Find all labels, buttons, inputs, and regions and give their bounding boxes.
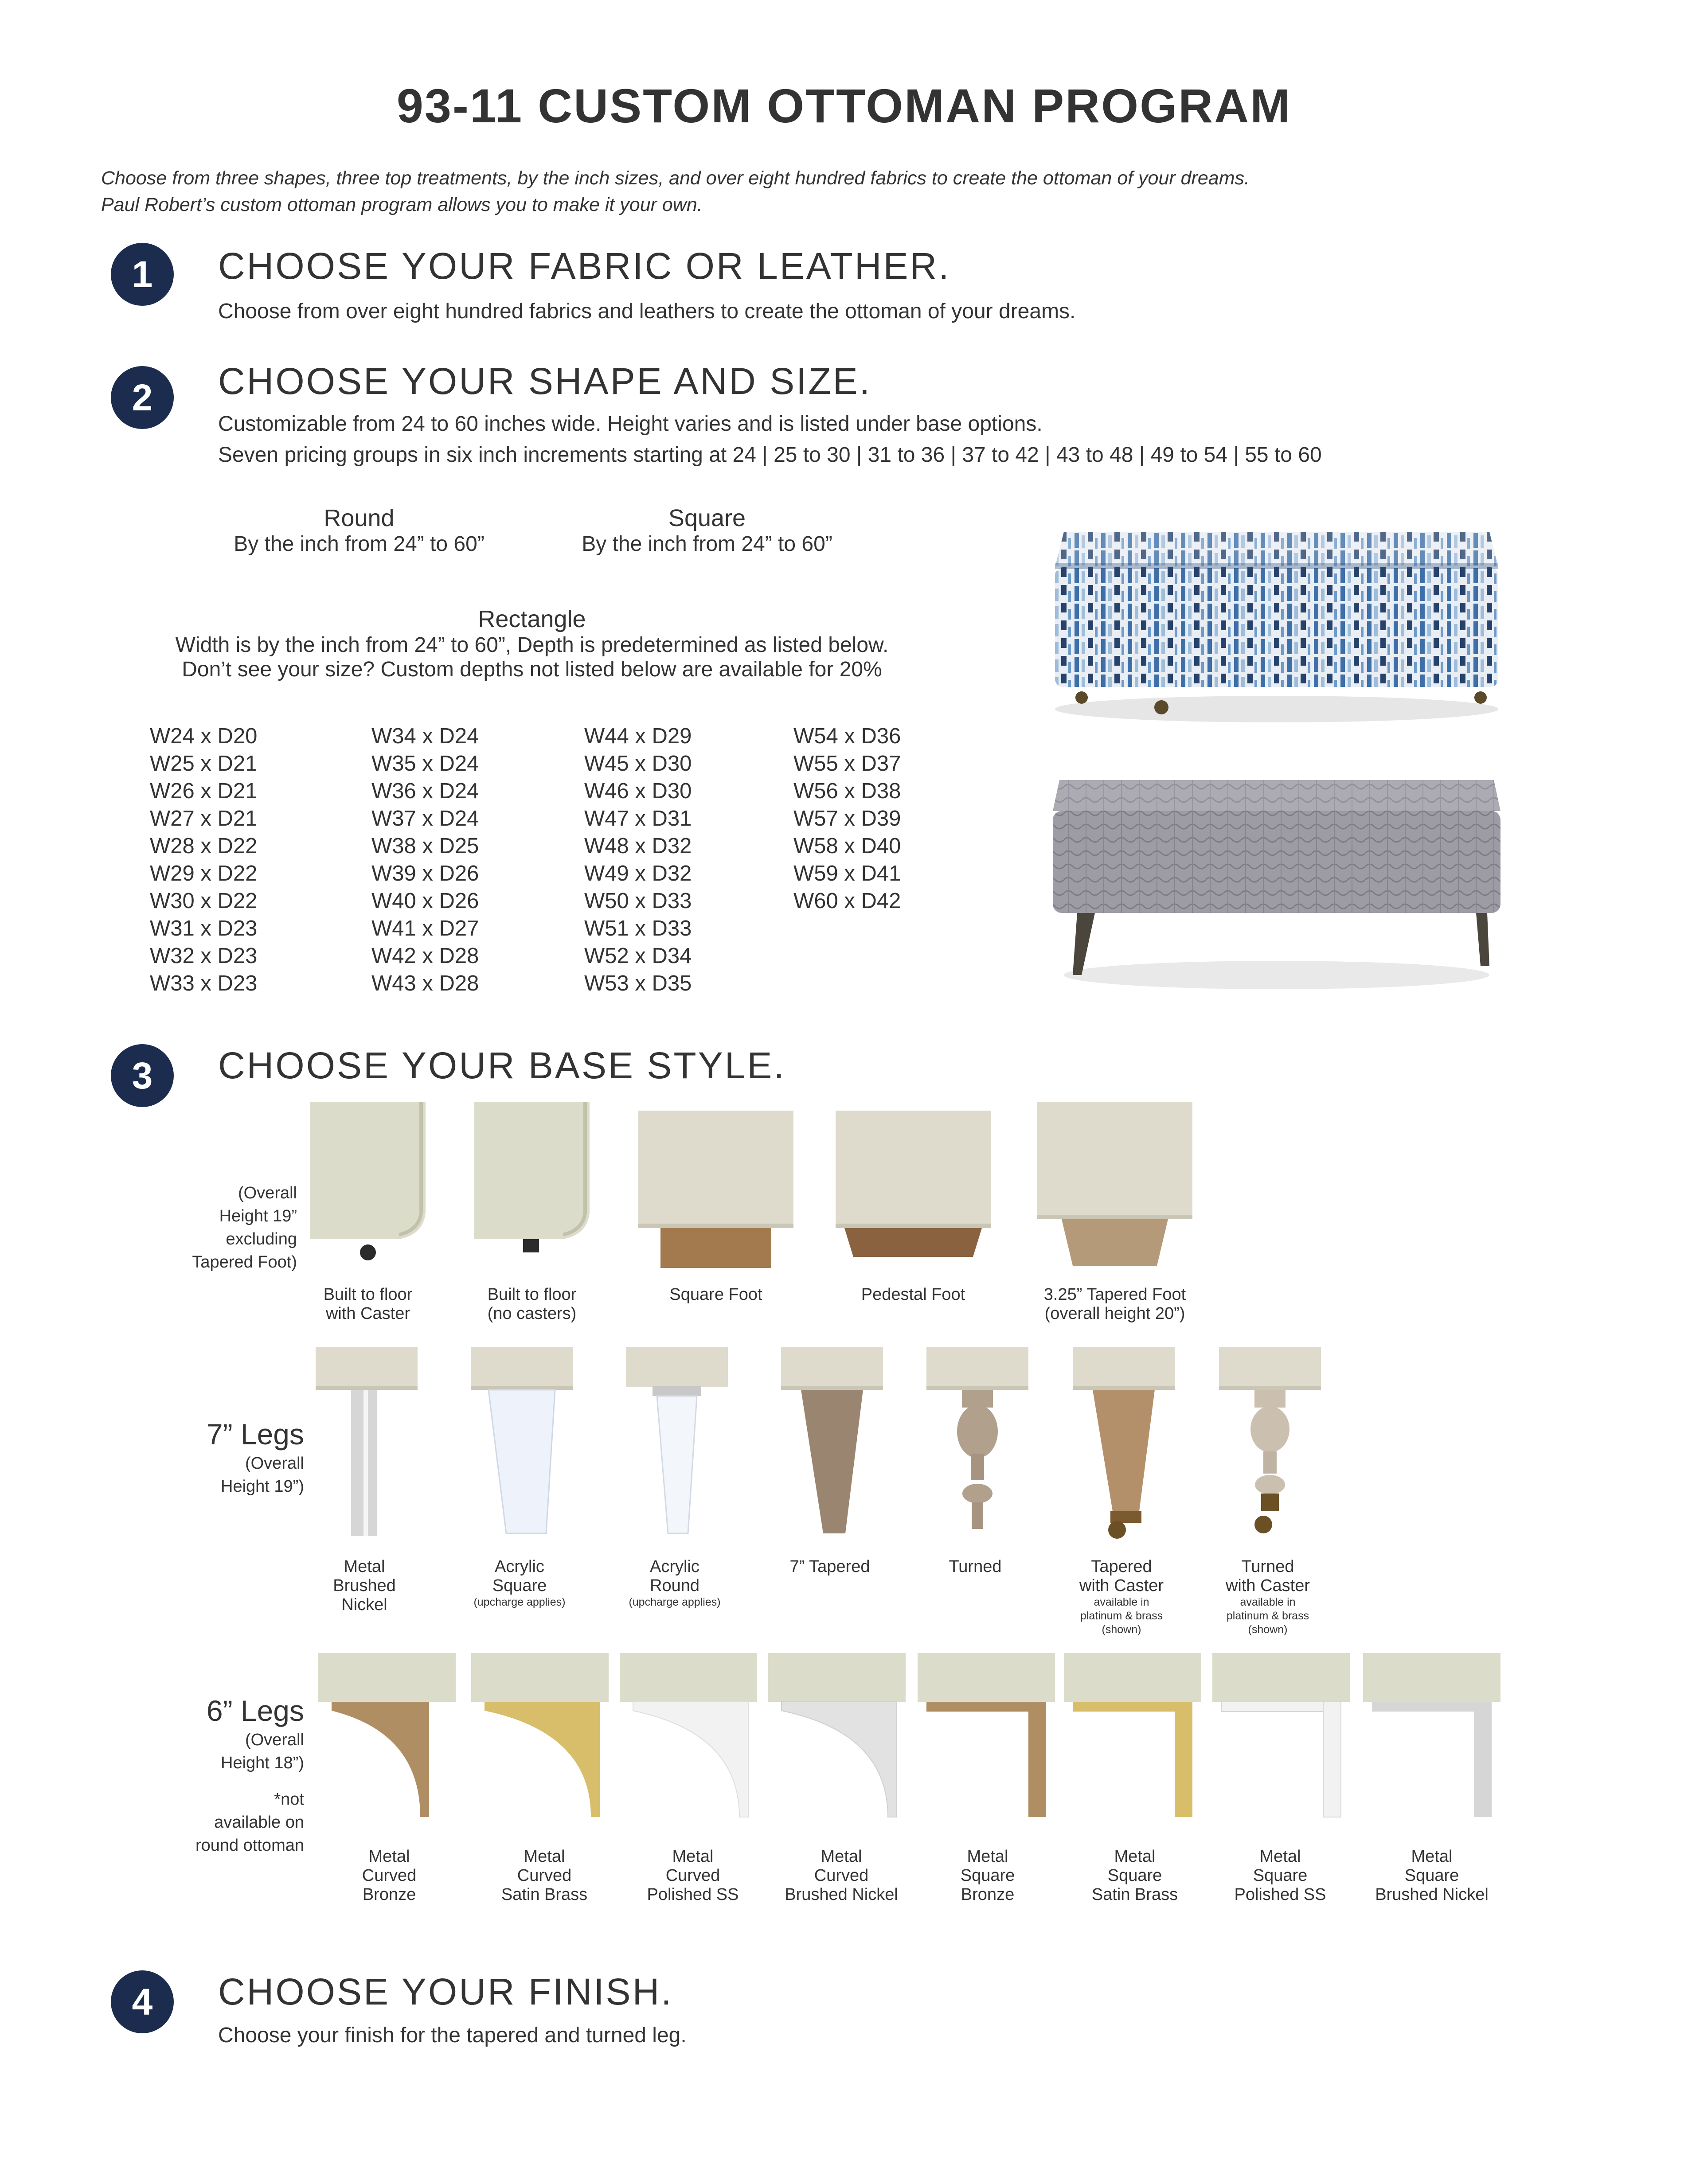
caption-line: Bronze — [961, 1885, 1015, 1904]
size-item: W26 x D21 — [150, 779, 258, 803]
row-3-label-line: (Overall — [245, 1731, 304, 1749]
size-item: W51 x D33 — [584, 916, 692, 940]
shape-square-sub: By the inch from 24” to 60” — [582, 532, 832, 556]
step-3-heading: CHOOSE YOUR BASE STYLE. — [218, 1045, 786, 1086]
intro-text — [101, 165, 1564, 218]
size-item: W40 x D26 — [371, 889, 479, 913]
caption-line: Brushed Nickel — [785, 1885, 898, 1904]
caption-line: Curved — [814, 1866, 869, 1885]
size-item: W55 x D37 — [793, 752, 901, 776]
caption-line: Brushed Nickel — [1375, 1885, 1489, 1904]
caption-line: Built to floor — [323, 1285, 413, 1304]
size-item: W60 x D42 — [793, 889, 901, 913]
caption-built-to-floor-no-caster — [452, 1285, 612, 1323]
caption-line: Pedestal Foot — [861, 1285, 965, 1304]
step-4-heading: CHOOSE YOUR FINISH. — [218, 1971, 673, 2012]
shape-round-title: Round — [324, 505, 395, 531]
caption-note: platinum & brass — [1080, 1610, 1163, 1622]
leg-square-polished-ss — [1212, 1653, 1350, 1821]
size-item: W30 x D22 — [150, 889, 258, 913]
row-3-label-title: 6” Legs — [206, 1694, 304, 1727]
caption-line: Metal — [1259, 1847, 1301, 1866]
leg-acrylic-square — [471, 1347, 573, 1542]
caption-acrylic-square — [449, 1557, 590, 1609]
row-3-label-note: *not — [274, 1790, 304, 1809]
shape-rectangle-sub-1: Width is by the inch from 24” to 60”, Depth is predetermined as listed below. — [175, 633, 889, 657]
caption-line: Metal — [1411, 1847, 1453, 1866]
base-built-to-floor-caster — [310, 1102, 426, 1261]
leg-curved-polished-ss — [620, 1653, 757, 1821]
step-4-text: Choose your finish for the tapered and turned leg. — [218, 2024, 687, 2047]
row-1-label — [151, 1182, 297, 1274]
caption-tapered-caster — [1051, 1557, 1192, 1637]
caption-line: Metal — [1114, 1847, 1156, 1866]
leg-turned-caster — [1219, 1347, 1321, 1542]
caption-line: Square — [492, 1576, 547, 1595]
caption-line: (overall height 20”) — [1044, 1304, 1185, 1323]
size-item: W45 x D30 — [584, 752, 692, 776]
size-item: W53 x D35 — [584, 971, 692, 995]
caption-line: Round — [650, 1576, 699, 1595]
caption-7-tapered — [759, 1557, 901, 1576]
row-3-label-note: available on — [214, 1813, 304, 1832]
leg-turned — [926, 1347, 1028, 1542]
caption-line: Satin Brass — [1091, 1885, 1178, 1904]
size-item: W48 x D32 — [584, 834, 692, 858]
size-item: W28 x D22 — [150, 834, 258, 858]
caption-metal-brushed-nickel — [293, 1557, 435, 1615]
caption-line: Square — [1107, 1866, 1162, 1885]
square-ottoman-image — [1046, 514, 1507, 727]
size-item: W46 x D30 — [584, 779, 692, 803]
base-square-foot — [638, 1111, 793, 1270]
leg-acrylic-round — [626, 1347, 728, 1542]
step-2-badge: 2 — [111, 366, 174, 429]
caption-turned-caster — [1197, 1557, 1339, 1637]
caption-line: Metal — [672, 1847, 714, 1866]
caption-line: Brushed — [333, 1576, 396, 1595]
caption-built-to-floor-caster — [288, 1285, 448, 1323]
caption-note: (upcharge applies) — [473, 1596, 566, 1608]
size-item: W32 x D23 — [150, 944, 258, 968]
caption-line: Polished SS — [647, 1885, 739, 1904]
size-item: W33 x D23 — [150, 971, 258, 995]
caption-acrylic-round — [604, 1557, 746, 1609]
base-pedestal-foot — [836, 1111, 991, 1270]
row-2-label-line: (Overall — [245, 1454, 304, 1473]
size-item: W44 x D29 — [584, 724, 692, 748]
caption-note: (upcharge applies) — [629, 1596, 721, 1608]
size-column-3 — [584, 722, 692, 997]
caption-line: Turned — [1241, 1557, 1294, 1576]
caption-line: Curved — [362, 1866, 417, 1885]
caption-line: Satin Brass — [501, 1885, 588, 1904]
leg-square-satin-brass — [1064, 1653, 1201, 1821]
caption-line: Metal — [967, 1847, 1008, 1866]
row-1-label-line: (Overall — [238, 1184, 297, 1202]
caption-line: Bronze — [362, 1885, 416, 1904]
size-item: W31 x D23 — [150, 916, 258, 940]
size-item: W36 x D24 — [371, 779, 479, 803]
leg-7-tapered — [781, 1347, 883, 1542]
size-item: W52 x D34 — [584, 944, 692, 968]
row-3-label-line: Height 18”) — [221, 1754, 304, 1772]
size-item: W38 x D25 — [371, 834, 479, 858]
row-1-label-line: excluding — [226, 1230, 297, 1248]
shape-square — [552, 504, 862, 556]
size-item: W59 x D41 — [793, 862, 901, 885]
caption-line: Square — [1404, 1866, 1459, 1885]
step-1-text: Choose from over eight hundred fabrics and leathers to create the ottoman of your dreams. — [218, 300, 1076, 323]
caption-square-brushed-nickel — [1352, 1847, 1512, 1904]
caption-line: 3.25” Tapered Foot — [1043, 1285, 1186, 1304]
shape-rectangle — [133, 605, 931, 682]
caption-line: with Caster — [325, 1304, 410, 1323]
size-item: W37 x D24 — [371, 807, 479, 831]
rectangle-ottoman-image — [1046, 767, 1507, 997]
size-column-2 — [371, 722, 479, 997]
caption-square-bronze — [917, 1847, 1059, 1904]
size-item: W34 x D24 — [371, 724, 479, 748]
caption-curved-polished-ss — [622, 1847, 764, 1904]
size-item: W29 x D22 — [150, 862, 258, 885]
caption-turned — [904, 1557, 1046, 1576]
size-item: W50 x D33 — [584, 889, 692, 913]
caption-line: Nickel — [341, 1595, 387, 1614]
shape-square-title: Square — [668, 505, 746, 531]
size-column-1 — [150, 722, 257, 997]
row-3-label — [151, 1693, 304, 1857]
size-item: W39 x D26 — [371, 862, 479, 885]
caption-note: platinum & brass — [1226, 1610, 1309, 1622]
caption-line: Metal — [524, 1847, 565, 1866]
intro-line-2: Paul Robert’s custom ottoman program allows you to make it your own. — [101, 194, 703, 215]
row-2-label — [151, 1416, 304, 1498]
size-item: W49 x D32 — [584, 862, 692, 885]
caption-line: Built to floor — [487, 1285, 577, 1304]
caption-square-foot — [636, 1285, 796, 1304]
caption-note: available in — [1094, 1596, 1149, 1608]
caption-curved-bronze — [318, 1847, 460, 1904]
step-3-badge: 3 — [111, 1044, 174, 1107]
caption-line: Square — [1253, 1866, 1308, 1885]
leg-square-bronze — [918, 1653, 1055, 1821]
size-item: W35 x D24 — [371, 752, 479, 776]
leg-curved-satin-brass — [471, 1653, 609, 1821]
shape-rectangle-sub-2: Don’t see your size? Custom depths not listed below are available for 20% — [182, 658, 882, 681]
row-1-label-line: Height 19” — [219, 1207, 297, 1225]
step-2-text-2: Seven pricing groups in six inch increments starting at 24 | 25 to 30 | 31 to 36 | 37 to 42 | 43 to 48 | 49 to 54 | 55 to 60 — [218, 443, 1322, 467]
size-item: W42 x D28 — [371, 944, 479, 968]
row-1-label-line: Tapered Foot) — [192, 1253, 297, 1271]
size-item: W27 x D21 — [150, 807, 258, 831]
shape-round-sub: By the inch from 24” to 60” — [234, 532, 485, 556]
caption-tapered-foot — [1022, 1285, 1208, 1323]
size-item: W58 x D40 — [793, 834, 901, 858]
caption-note: available in — [1240, 1596, 1296, 1608]
step-1-heading: CHOOSE YOUR FABRIC OR LEATHER. — [218, 245, 951, 287]
size-item: W41 x D27 — [371, 916, 479, 940]
intro-line-1: Choose from three shapes, three top treatments, by the inch sizes, and over eight hundred fabrics to create the ottoman of your dreams. — [101, 168, 1250, 189]
caption-line: Metal — [344, 1557, 385, 1576]
size-item: W57 x D39 — [793, 807, 901, 831]
size-column-4 — [793, 722, 901, 915]
size-item: W47 x D31 — [584, 807, 692, 831]
caption-line: Curved — [665, 1866, 720, 1885]
step-2-text-1: Customizable from 24 to 60 inches wide. Height varies and is listed under base options. — [218, 412, 1043, 436]
caption-line: Curved — [517, 1866, 572, 1885]
row-3-label-note: round ottoman — [195, 1836, 304, 1855]
page-title: 93-11 CUSTOM OTTOMAN PROGRAM — [396, 79, 1292, 133]
caption-line: Metal — [368, 1847, 410, 1866]
leg-metal-brushed-nickel — [316, 1347, 418, 1542]
row-2-label-line: Height 19”) — [221, 1477, 304, 1496]
caption-line: Polished SS — [1234, 1885, 1326, 1904]
leg-curved-bronze — [318, 1653, 456, 1821]
caption-square-satin-brass — [1064, 1847, 1206, 1904]
caption-line: with Caster — [1079, 1576, 1164, 1595]
caption-curved-satin-brass — [473, 1847, 615, 1904]
row-2-label-title: 7” Legs — [206, 1418, 304, 1451]
leg-tapered-caster — [1073, 1347, 1175, 1542]
caption-note: (shown) — [1248, 1623, 1288, 1636]
caption-note: (shown) — [1102, 1623, 1141, 1636]
caption-line: Square — [960, 1866, 1015, 1885]
leg-curved-brushed-nickel — [768, 1653, 906, 1821]
base-built-to-floor-no-caster — [474, 1102, 590, 1261]
shape-round — [204, 504, 514, 556]
step-4-badge: 4 — [111, 1970, 174, 2033]
step-2-heading: CHOOSE YOUR SHAPE AND SIZE. — [218, 360, 872, 402]
caption-line: Square Foot — [669, 1285, 762, 1304]
caption-square-polished-ss — [1209, 1847, 1351, 1904]
caption-curved-brushed-nickel — [762, 1847, 921, 1904]
caption-line: Tapered — [1091, 1557, 1152, 1576]
caption-pedestal-foot — [833, 1285, 993, 1304]
caption-line: Acrylic — [650, 1557, 699, 1576]
size-item: W24 x D20 — [150, 724, 258, 748]
caption-line: with Caster — [1225, 1576, 1310, 1595]
caption-line: Metal — [821, 1847, 862, 1866]
shape-rectangle-title: Rectangle — [478, 606, 586, 632]
caption-line: Acrylic — [495, 1557, 544, 1576]
caption-line: (no casters) — [487, 1304, 577, 1323]
size-item: W56 x D38 — [793, 779, 901, 803]
caption-line: Turned — [949, 1557, 1002, 1576]
step-1-badge: 1 — [111, 243, 174, 306]
base-tapered-foot — [1037, 1102, 1192, 1270]
size-item: W25 x D21 — [150, 752, 258, 776]
leg-square-brushed-nickel — [1363, 1653, 1500, 1821]
caption-line: 7” Tapered — [789, 1557, 870, 1576]
size-item: W54 x D36 — [793, 724, 901, 748]
size-item: W43 x D28 — [371, 971, 479, 995]
